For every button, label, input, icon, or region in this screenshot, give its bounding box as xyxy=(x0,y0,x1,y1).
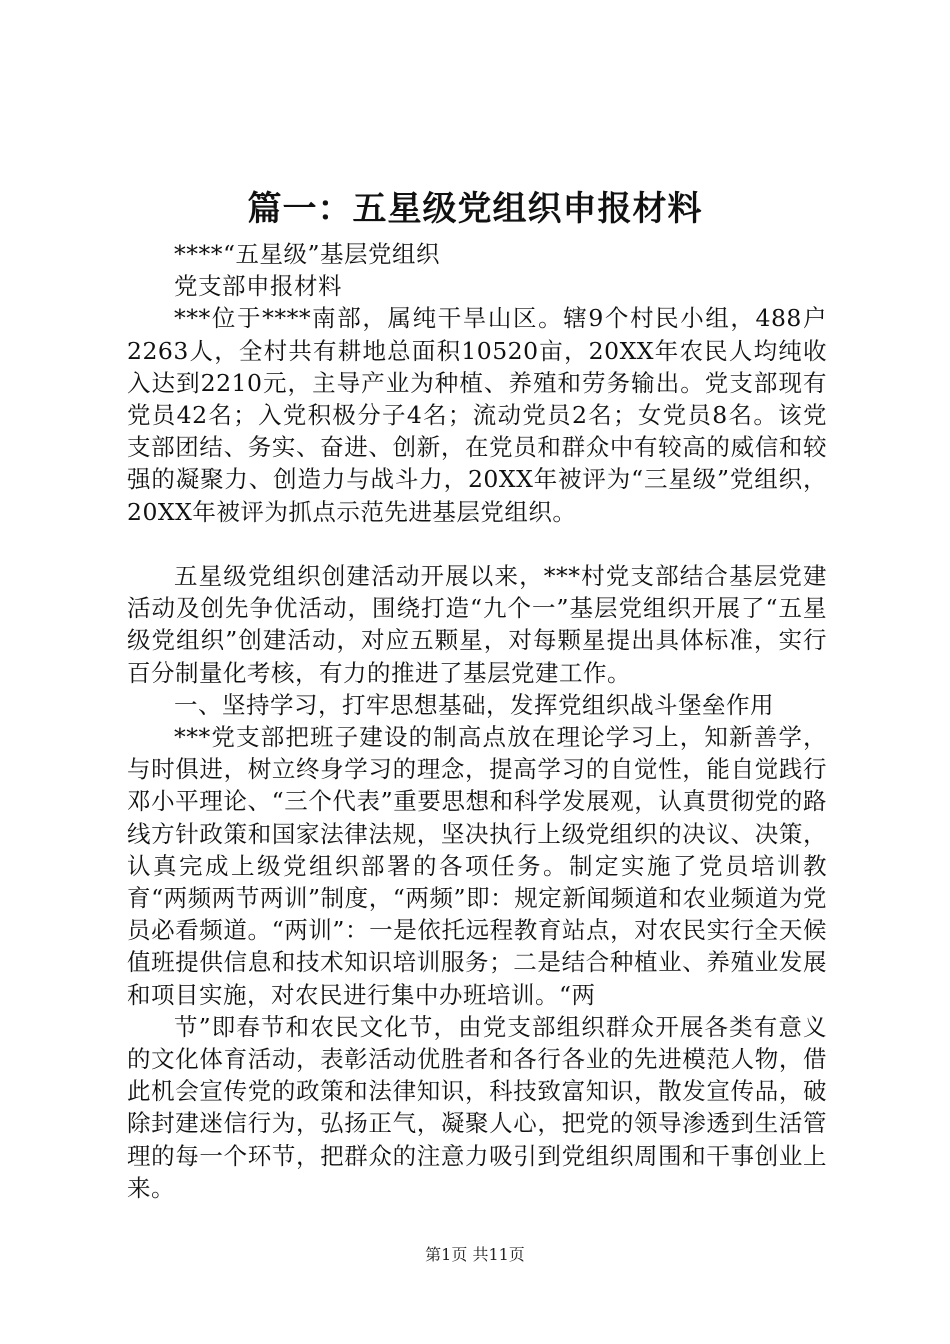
document-title: 篇一：五星级党组织申报材料 xyxy=(247,189,703,229)
section-heading-1: 一、坚持学习，打牢思想基础，发挥党组织战斗堡垒作用 xyxy=(174,690,774,719)
paragraph-village-overview: ***位于****南部，属纯干旱山区。辖9个村民小组，488户2263人，全村共有耕地总面积10520亩，20XX年农民人均纯收入达到2210元，主导产业为种植、养殖和劳务输出。党支部现有党员42名；入党积极分子4名；流动党员2名；女党员8名。该党支部团结、务实、奋进、创新，在党员和群众中有较高的威信和较强的凝聚力、创造力与战斗力，20XX年被评为“三星级”党组织，20XX年被评为抓点示范先进基层党组织。 xyxy=(127,304,827,526)
paragraph-heading-line-1: ****“五星级”基层党组织 xyxy=(174,240,441,268)
document-body xyxy=(127,238,827,1204)
paragraph-activity-intro: 五星级党组织创建活动开展以来，***村党支部结合基层党建活动及创先争优活动，围绕打造“九个一”基层党组织开展了“五星级党组织”创建活动，对应五颗星，对每颗星提出具体标准，实行百分制量化考核，有力的推进了基层党建工作。 xyxy=(127,562,827,687)
paragraph-festival-activities: 节”即春节和农民文化节，由党支部组织群众开展各类有意义的文化体育活动，表彰活动优胜者和各行各业的先进模范人物，借此机会宣传党的政策和法律知识，科技致富知识，散发宣传品，破除封建迷信行为，弘扬正气，凝聚人心，把党的领导渗透到生活管理的每一个环节，把群众的注意力吸引到党组织周围和干事创业上来。 xyxy=(127,1012,827,1202)
page-number-footer: 第1页 共11页 xyxy=(425,1245,525,1264)
paragraph-study-measures: ***党支部把班子建设的制高点放在理论学习上，知新善学，与时俱进，树立终身学习的理念，提高学习的自觉性，能自觉践行邓小平理论、“三个代表”重要思想和科学发展观，认真贯彻党的路线方针政策和国家法律法规，坚决执行上级党组织的决议、决策，认真完成上级党组织部署的各项任务。制定实施了党员培训教育“两频两节两训”制度，“两频”即：规定新闻频道和农业频道为党员必看频道。“两训”：一是依托远程教育站点，对农民实行全天候值班提供信息和技术知识培训服务；二是结合种植业、养殖业发展和项目实施，对农民进行集中办班培训。“两 xyxy=(127,723,827,1009)
paragraph-blank-line xyxy=(127,528,827,560)
paragraph-heading-line-2: 党支部申报材料 xyxy=(174,272,342,301)
